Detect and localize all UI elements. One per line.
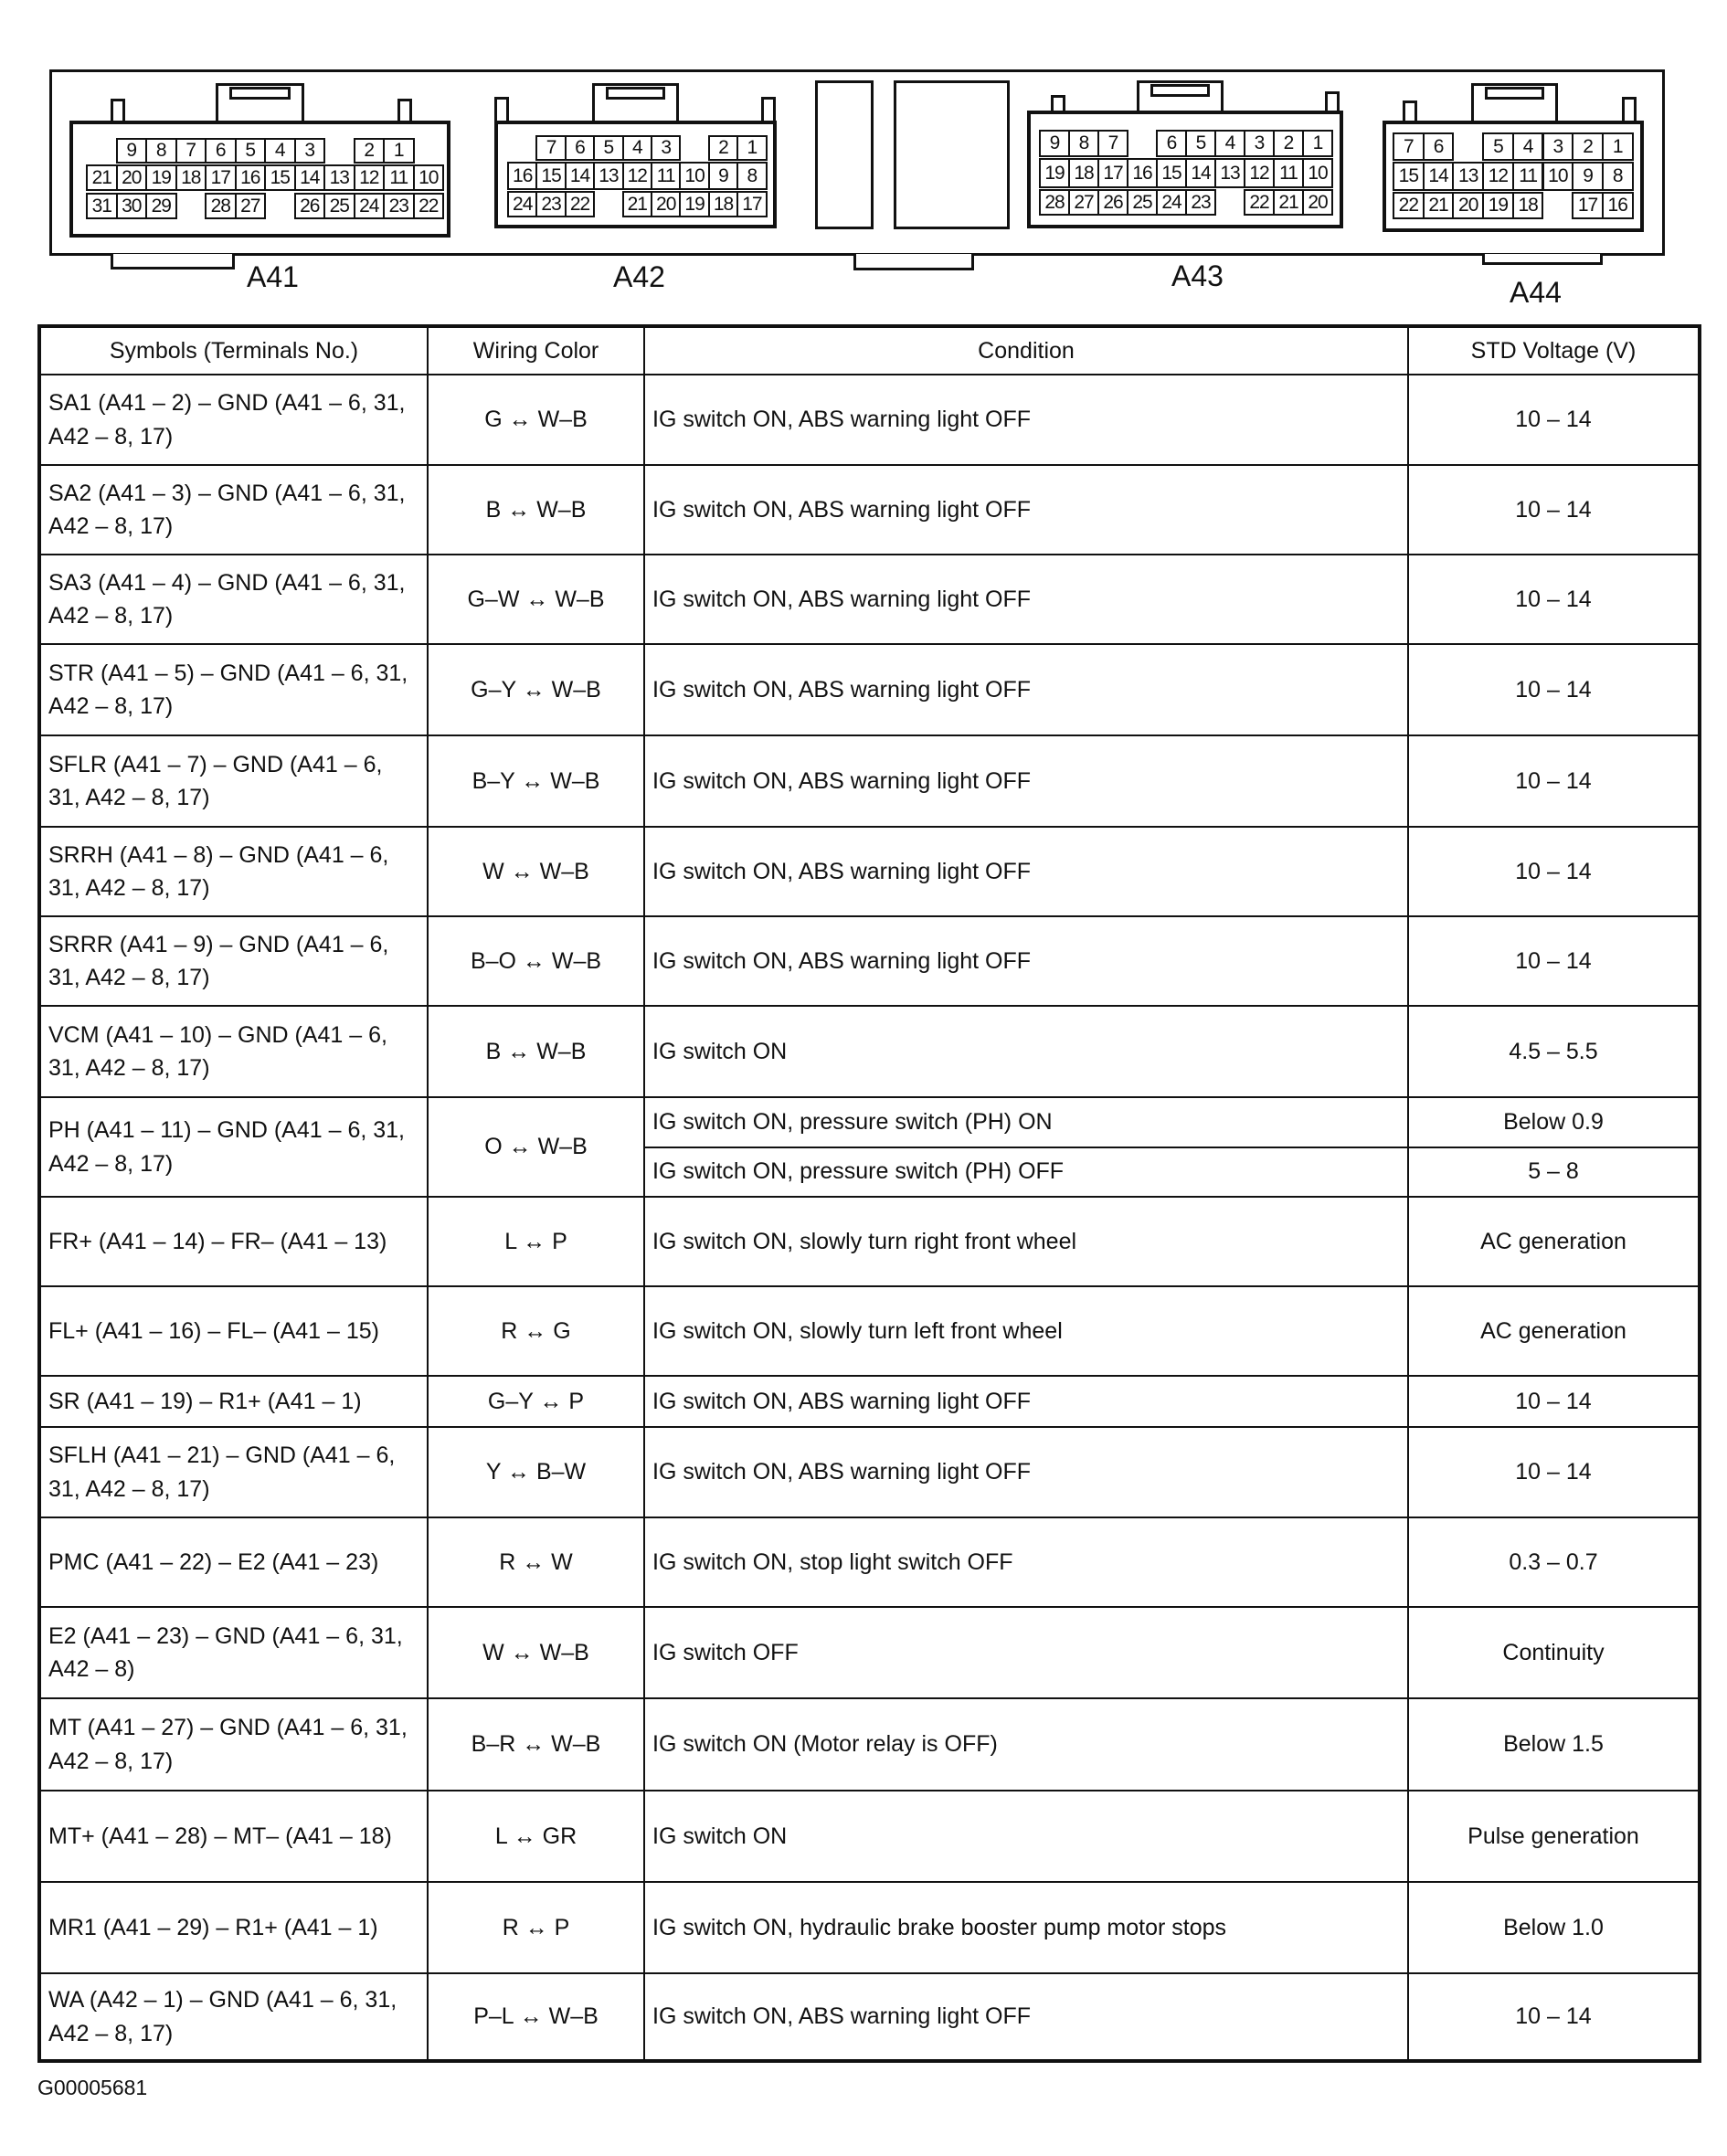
std-voltage: Below 1.0 <box>1408 1882 1700 1973</box>
figure-id: G00005681 <box>37 2076 148 2099</box>
terminal-pin: 22 <box>1393 192 1425 219</box>
terminal-pin: 4 <box>264 138 296 164</box>
condition: IG switch ON <box>644 1006 1408 1097</box>
terminal-pin: 12 <box>1482 162 1514 191</box>
wiring-color: W ↔ W–B <box>428 1607 644 1698</box>
std-voltage: 10 – 14 <box>1408 644 1700 735</box>
terminal-pin: 16 <box>1602 192 1634 219</box>
table-row <box>39 1006 1700 1097</box>
terminal-pin: 7 <box>535 135 566 161</box>
terminal-pin: 22 <box>1244 189 1275 216</box>
table-header-row <box>39 326 1700 375</box>
terminal-pin: 5 <box>235 138 267 164</box>
terminal-pin: 4 <box>622 135 652 161</box>
terminal-pin: 21 <box>1273 189 1304 216</box>
terminal-pin: 13 <box>1452 162 1484 191</box>
terminal-pin: 29 <box>145 193 177 219</box>
connector-tab <box>111 254 235 270</box>
terminal-pin: 21 <box>622 191 652 217</box>
terminal-pin: 15 <box>1156 158 1187 188</box>
wiring-color: G–Y ↔ P <box>428 1376 644 1427</box>
terminal-symbol: SRRH (A41 – 8) – GND (A41 – 6, 31, A42 – 8, 17) <box>39 827 428 916</box>
condition: IG switch ON, ABS warning light OFF <box>644 644 1408 735</box>
terminal-pin: 14 <box>565 162 595 190</box>
terminal-pin: 13 <box>593 162 623 190</box>
terminal-pin: 31 <box>86 193 118 219</box>
terminal-symbol: MT+ (A41 – 28) – MT– (A41 – 18) <box>39 1791 428 1882</box>
condition: IG switch ON (Motor relay is OFF) <box>644 1698 1408 1791</box>
terminal-pin: 22 <box>565 191 595 217</box>
table-row <box>39 644 1700 735</box>
condition: IG switch OFF <box>644 1607 1408 1698</box>
terminal-pin: 9 <box>1572 162 1604 191</box>
table-row <box>39 1376 1700 1427</box>
terminal-pin: 14 <box>1423 162 1455 191</box>
terminal-pin: 16 <box>1127 158 1158 188</box>
connector-tab <box>1482 254 1603 265</box>
table-row <box>39 1791 1700 1882</box>
wiring-color: P–L ↔ W–B <box>428 1973 644 2061</box>
terminal-pin: 11 <box>1512 162 1544 191</box>
terminal-pin: 8 <box>145 138 177 164</box>
terminal-pin: 2 <box>1273 130 1304 157</box>
std-voltage: 10 – 14 <box>1408 1376 1700 1427</box>
terminal-pin: 12 <box>354 164 386 191</box>
wiring-color: R ↔ W <box>428 1517 644 1607</box>
condition: IG switch ON, pressure switch (PH) OFF <box>644 1147 1408 1198</box>
std-voltage: 10 – 14 <box>1408 1427 1700 1517</box>
terminal-pin: 25 <box>323 193 355 219</box>
terminal-pin: 7 <box>1393 132 1425 161</box>
terminal-pin: 10 <box>1302 158 1333 188</box>
terminal-pin: 2 <box>354 138 386 164</box>
std-voltage: 10 – 14 <box>1408 375 1700 465</box>
std-voltage: 10 – 14 <box>1408 555 1700 644</box>
terminal-pin: 6 <box>1423 132 1455 161</box>
terminal-pin: 6 <box>205 138 237 164</box>
terminal-symbol: PMC (A41 – 22) – E2 (A41 – 23) <box>39 1517 428 1607</box>
terminal-pin: 16 <box>507 162 537 190</box>
wiring-color: B ↔ W–B <box>428 1006 644 1097</box>
terminal-pin: 12 <box>1244 158 1275 188</box>
header-condition: Condition <box>644 326 1408 375</box>
table-row <box>39 1973 1700 2061</box>
housing-block <box>815 80 874 229</box>
table-row <box>39 735 1700 827</box>
terminal-pin: 8 <box>736 162 767 190</box>
terminal-pin: 12 <box>622 162 652 190</box>
terminal-pin: 19 <box>1482 192 1514 219</box>
terminal-pin: 23 <box>535 191 566 217</box>
terminal-symbol: SA2 (A41 – 3) – GND (A41 – 6, 31, A42 – 8, 17) <box>39 465 428 555</box>
table-row <box>39 375 1700 465</box>
terminal-pin: 1 <box>383 138 415 164</box>
condition: IG switch ON, ABS warning light OFF <box>644 375 1408 465</box>
condition: IG switch ON, pressure switch (PH) ON <box>644 1097 1408 1147</box>
wiring-color: O ↔ W–B <box>428 1097 644 1197</box>
terminal-symbol: PH (A41 – 11) – GND (A41 – 6, 31, A42 – 8, 17) <box>39 1097 428 1197</box>
terminal-pin: 11 <box>383 164 415 191</box>
terminal-pin: 3 <box>1244 130 1275 157</box>
terminal-pin: 19 <box>1039 158 1070 188</box>
connector-label: A41 <box>247 260 299 293</box>
table-row <box>39 1427 1700 1517</box>
wiring-color: G ↔ W–B <box>428 375 644 465</box>
terminal-pin: 3 <box>1542 132 1574 161</box>
std-voltage: Continuity <box>1408 1607 1700 1698</box>
terminal-pin: 13 <box>1214 158 1245 188</box>
terminal-pin: 28 <box>1039 189 1070 216</box>
std-voltage: 10 – 14 <box>1408 1973 1700 2061</box>
std-voltage: 10 – 14 <box>1408 916 1700 1006</box>
terminal-pin: 3 <box>294 138 326 164</box>
terminal-symbol: SRRR (A41 – 9) – GND (A41 – 6, 31, A42 – 8, 17) <box>39 916 428 1006</box>
wiring-color: W ↔ W–B <box>428 827 644 916</box>
terminal-pin: 26 <box>294 193 326 219</box>
condition: IG switch ON, stop light switch OFF <box>644 1517 1408 1607</box>
terminal-pin: 15 <box>1393 162 1425 191</box>
terminal-symbol: SA3 (A41 – 4) – GND (A41 – 6, 31, A42 – 8, 17) <box>39 555 428 644</box>
terminal-pin: 8 <box>1068 130 1099 157</box>
terminal-pin: 19 <box>145 164 177 191</box>
terminal-pin: 8 <box>1602 162 1634 191</box>
terminal-pin: 2 <box>708 135 738 161</box>
terminal-pin: 7 <box>1097 130 1128 157</box>
terminal-pin: 4 <box>1512 132 1544 161</box>
terminal-pin: 21 <box>1423 192 1455 219</box>
terminal-symbol: SR (A41 – 19) – R1+ (A41 – 1) <box>39 1376 428 1427</box>
condition: IG switch ON <box>644 1791 1408 1882</box>
terminal-pin: 18 <box>1068 158 1099 188</box>
std-voltage: AC generation <box>1408 1197 1700 1286</box>
table-row <box>39 1607 1700 1698</box>
terminal-pin: 10 <box>1542 162 1574 191</box>
wiring-color: B ↔ W–B <box>428 465 644 555</box>
table-row <box>39 1197 1700 1286</box>
std-voltage: Pulse generation <box>1408 1791 1700 1882</box>
terminal-pin: 6 <box>565 135 595 161</box>
terminal-pin: 20 <box>1302 189 1333 216</box>
terminal-pin: 18 <box>175 164 207 191</box>
wiring-color: B–Y ↔ W–B <box>428 735 644 827</box>
terminal-pin: 17 <box>736 191 767 217</box>
terminal-pin: 2 <box>1572 132 1604 161</box>
std-voltage: 5 – 8 <box>1408 1147 1700 1198</box>
terminal-pin: 18 <box>1512 192 1544 219</box>
connector-label: A44 <box>1510 276 1562 309</box>
condition: IG switch ON, ABS warning light OFF <box>644 916 1408 1006</box>
wiring-color: B–R ↔ W–B <box>428 1698 644 1791</box>
terminal-pin: 19 <box>679 191 709 217</box>
terminal-pin: 25 <box>1127 189 1158 216</box>
condition: IG switch ON, ABS warning light OFF <box>644 827 1408 916</box>
terminal-pin: 30 <box>116 193 148 219</box>
std-voltage: 10 – 14 <box>1408 827 1700 916</box>
terminal-pin: 15 <box>264 164 296 191</box>
terminal-symbol: SA1 (A41 – 2) – GND (A41 – 6, 31, A42 – 8, 17) <box>39 375 428 465</box>
connector-tab <box>853 254 974 270</box>
terminal-pin: 7 <box>175 138 207 164</box>
terminal-pin: 17 <box>1572 192 1604 219</box>
terminal-symbol: SFLR (A41 – 7) – GND (A41 – 6, 31, A42 – 8, 17) <box>39 735 428 827</box>
terminal-pin: 14 <box>1185 158 1216 188</box>
header-symbols: Symbols (Terminals No.) <box>39 326 428 375</box>
std-voltage: Below 0.9 <box>1408 1097 1700 1147</box>
header-std-voltage: STD Voltage (V) <box>1408 326 1700 375</box>
header-wiring-color: Wiring Color <box>428 326 644 375</box>
terminal-pin: 24 <box>354 193 386 219</box>
wiring-color: B–O ↔ W–B <box>428 916 644 1006</box>
terminal-pin: 11 <box>1273 158 1304 188</box>
std-voltage: 10 – 14 <box>1408 735 1700 827</box>
terminal-pin: 1 <box>1602 132 1634 161</box>
terminal-pin: 17 <box>205 164 237 191</box>
wiring-color: G–W ↔ W–B <box>428 555 644 644</box>
wiring-color: R ↔ P <box>428 1882 644 1973</box>
terminal-pin: 20 <box>116 164 148 191</box>
table-row <box>39 1698 1700 1791</box>
terminal-pin: 1 <box>1302 130 1333 157</box>
terminal-pin: 21 <box>86 164 118 191</box>
terminal-symbol: WA (A42 – 1) – GND (A41 – 6, 31, A42 – 8, 17) <box>39 1973 428 2061</box>
terminal-pin: 17 <box>1097 158 1128 188</box>
terminal-pin: 3 <box>651 135 681 161</box>
terminal-pin: 10 <box>413 164 445 191</box>
terminal-pin: 10 <box>679 162 709 190</box>
terminal-pin: 11 <box>651 162 681 190</box>
condition: IG switch ON, ABS warning light OFF <box>644 1973 1408 2061</box>
terminal-pin: 27 <box>235 193 267 219</box>
terminal-pin: 5 <box>1185 130 1216 157</box>
terminal-pin: 24 <box>507 191 537 217</box>
connector-latch-slot <box>229 87 291 100</box>
table-row <box>39 555 1700 644</box>
terminal-symbol: FR+ (A41 – 14) – FR– (A41 – 13) <box>39 1197 428 1286</box>
terminal-pin: 22 <box>413 193 445 219</box>
wiring-color: L ↔ GR <box>428 1791 644 1882</box>
connector-latch-slot <box>606 87 665 100</box>
terminal-symbol: FL+ (A41 – 16) – FL– (A41 – 15) <box>39 1286 428 1376</box>
terminal-pin: 5 <box>1482 132 1514 161</box>
terminal-pin: 27 <box>1068 189 1099 216</box>
std-voltage: 4.5 – 5.5 <box>1408 1006 1700 1097</box>
table-row <box>39 1097 1700 1147</box>
table-row <box>39 1517 1700 1607</box>
condition: IG switch ON, ABS warning light OFF <box>644 465 1408 555</box>
terminal-pin: 20 <box>651 191 681 217</box>
condition: IG switch ON, ABS warning light OFF <box>644 555 1408 644</box>
terminal-voltage-table <box>37 324 1701 2063</box>
condition: IG switch ON, slowly turn right front wheel <box>644 1197 1408 1286</box>
terminal-symbol: MT (A41 – 27) – GND (A41 – 6, 31, A42 – 8, 17) <box>39 1698 428 1791</box>
terminal-pin: 13 <box>323 164 355 191</box>
table-row <box>39 1286 1700 1376</box>
table-row <box>39 827 1700 916</box>
condition: IG switch ON, ABS warning light OFF <box>644 735 1408 827</box>
table-row <box>39 1882 1700 1973</box>
connector-label: A42 <box>613 260 665 293</box>
condition: IG switch ON, hydraulic brake booster pump motor stops <box>644 1882 1408 1973</box>
table-row <box>39 916 1700 1006</box>
terminal-symbol: MR1 (A41 – 29) – R1+ (A41 – 1) <box>39 1882 428 1973</box>
connector-latch-slot <box>1150 84 1210 97</box>
table-row <box>39 465 1700 555</box>
std-voltage: 10 – 14 <box>1408 465 1700 555</box>
wiring-color: Y ↔ B–W <box>428 1427 644 1517</box>
terminal-pin: 24 <box>1156 189 1187 216</box>
terminal-pin: 26 <box>1097 189 1128 216</box>
std-voltage: 0.3 – 0.7 <box>1408 1517 1700 1607</box>
std-voltage: AC generation <box>1408 1286 1700 1376</box>
terminal-pin: 9 <box>116 138 148 164</box>
terminal-pin: 9 <box>1039 130 1070 157</box>
connector-latch-slot <box>1485 87 1544 100</box>
terminal-pin: 23 <box>383 193 415 219</box>
terminal-pin: 20 <box>1452 192 1484 219</box>
terminal-pin: 23 <box>1185 189 1216 216</box>
wiring-color: L ↔ P <box>428 1197 644 1286</box>
terminal-pin: 14 <box>294 164 326 191</box>
wiring-color: G–Y ↔ W–B <box>428 644 644 735</box>
condition: IG switch ON, slowly turn left front wheel <box>644 1286 1408 1376</box>
terminal-pin: 15 <box>535 162 566 190</box>
terminal-pin: 1 <box>736 135 767 161</box>
terminal-symbol: STR (A41 – 5) – GND (A41 – 6, 31, A42 – 8, 17) <box>39 644 428 735</box>
terminal-symbol: SFLH (A41 – 21) – GND (A41 – 6, 31, A42 – 8, 17) <box>39 1427 428 1517</box>
condition: IG switch ON, ABS warning light OFF <box>644 1427 1408 1517</box>
terminal-pin: 28 <box>205 193 237 219</box>
connector-label: A43 <box>1171 259 1224 292</box>
wiring-color: R ↔ G <box>428 1286 644 1376</box>
condition: IG switch ON, ABS warning light OFF <box>644 1376 1408 1427</box>
terminal-pin: 6 <box>1156 130 1187 157</box>
terminal-pin: 9 <box>708 162 738 190</box>
terminal-pin: 18 <box>708 191 738 217</box>
terminal-pin: 4 <box>1214 130 1245 157</box>
std-voltage: Below 1.5 <box>1408 1698 1700 1791</box>
housing-block <box>894 80 1010 229</box>
terminal-symbol: VCM (A41 – 10) – GND (A41 – 6, 31, A42 – 8, 17) <box>39 1006 428 1097</box>
terminal-symbol: E2 (A41 – 23) – GND (A41 – 6, 31, A42 – 8) <box>39 1607 428 1698</box>
terminal-pin: 16 <box>235 164 267 191</box>
terminal-pin: 5 <box>593 135 623 161</box>
